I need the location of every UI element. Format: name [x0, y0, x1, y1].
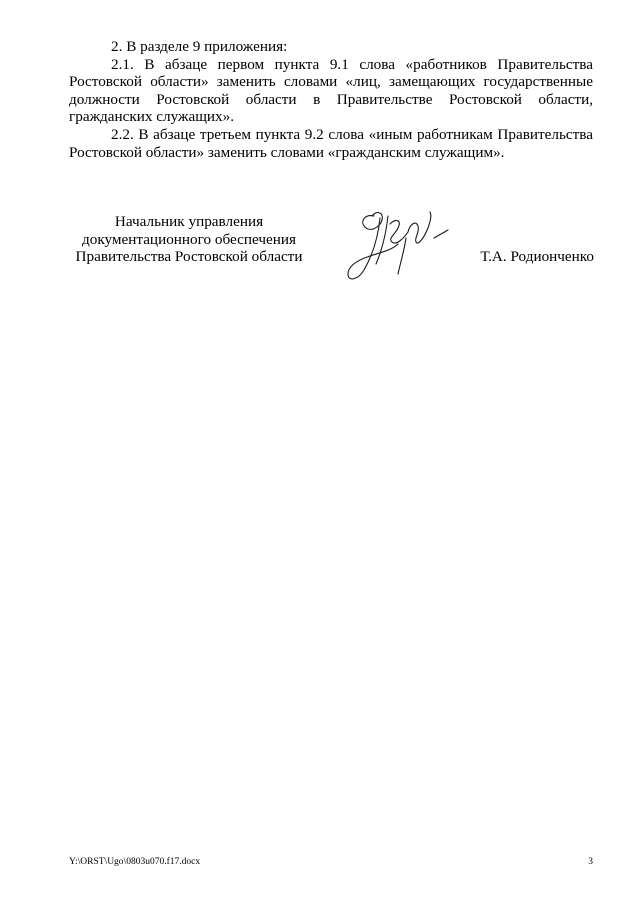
paragraph-item-2: 2. В разделе 9 приложения: — [111, 38, 288, 55]
document-body — [69, 38, 593, 161]
paragraph-item-2-1-line-4: гражданских служащих». — [69, 108, 235, 126]
signatory-name: Т.А. Родионченко — [480, 248, 594, 265]
paragraph-item-2-2-line-1: 2.2. В абзаце третьем пункта 9.2 слова «иным работникам Правительства — [111, 125, 593, 143]
footer-file-path: Y:\ORST\Ugo\0803u070.f17.docx — [69, 857, 201, 867]
signatory-position — [69, 213, 309, 266]
handwritten-signature — [336, 198, 456, 288]
signatory-position-line-2: документационного обеспечения — [82, 230, 296, 248]
paragraph-item-2-1-line-3: должности Ростовской области в Правительстве Ростовской области, — [69, 90, 593, 108]
paragraph-item-2-1-line-1: 2.1. В абзаце первом пункта 9.1 слова «работников Правительства — [111, 55, 593, 73]
page-number: 3 — [588, 857, 593, 867]
paragraph-item-2-2-line-2: Ростовской области» заменить словами «гражданским служащим». — [69, 143, 505, 161]
signatory-position-line-1: Начальник управления — [114, 213, 264, 230]
paragraph-item-2-1-line-2: Ростовской области» заменить словами «лиц, замещающих государственные — [69, 73, 593, 91]
signatory-position-line-3: Правительства Ростовской области — [75, 248, 303, 266]
